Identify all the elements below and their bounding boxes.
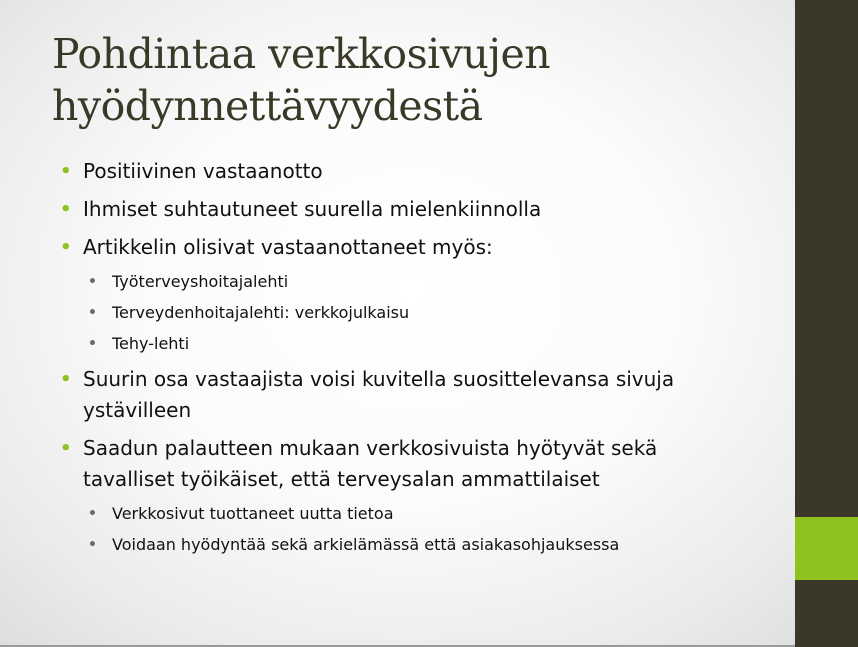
sub-bullet-dot: • xyxy=(88,305,97,321)
sub-bullet-dot: • xyxy=(88,537,97,553)
sub-bullet-dot: • xyxy=(88,336,97,352)
bullet-dot: • xyxy=(60,369,72,390)
bullet-text: Saadun palautteen mukaan verkkosivuista hyötyvät sekä tavalliset työikäiset, että terveysalan ammattilaiset xyxy=(83,436,658,491)
slide-title xyxy=(52,28,772,132)
sidebar-dark-block xyxy=(795,0,858,517)
sub-bullet-item xyxy=(0,332,732,356)
bullet-item xyxy=(0,232,713,263)
bullet-item xyxy=(0,433,713,495)
bullet-dot: • xyxy=(60,161,72,182)
sub-bullet-text: Voidaan hyödyntää sekä arkielämässä että asiakasohjauksessa xyxy=(112,535,620,554)
bullet-list xyxy=(0,156,795,564)
bullet-text: Suurin osa vastaajista voisi kuvitella suosittelevansa sivuja ystävilleen xyxy=(83,367,675,422)
sub-bullet-text: Tehy-lehti xyxy=(112,334,190,353)
bullet-item xyxy=(0,156,713,187)
title-line-1: Pohdintaa verkkosivujen xyxy=(52,30,551,78)
bullet-item xyxy=(0,364,713,426)
sidebar-dark-block-bottom xyxy=(795,580,858,647)
decorative-sidebar xyxy=(795,0,858,647)
bullet-text: Artikkelin olisivat vastaanottaneet myös: xyxy=(83,235,493,259)
bullet-dot: • xyxy=(60,199,72,220)
sub-bullet-text: Terveydenhoitajalehti: verkkojulkaisu xyxy=(112,303,410,322)
sub-bullet-text: Verkkosivut tuottaneet uutta tietoa xyxy=(112,504,394,523)
sidebar-accent-block xyxy=(795,517,858,580)
sub-bullet-dot: • xyxy=(88,506,97,522)
bullet-dot: • xyxy=(60,438,72,459)
sub-bullet-dot: • xyxy=(88,274,97,290)
sub-bullet-item xyxy=(0,533,732,557)
title-line-2: hyödynnettävyydestä xyxy=(52,82,483,130)
sub-bullet-text: Työterveyshoitajalehti xyxy=(112,272,289,291)
bullet-dot: • xyxy=(60,237,72,258)
sub-bullet-item xyxy=(0,270,732,294)
sub-bullet-item xyxy=(0,301,732,325)
bullet-item xyxy=(0,194,713,225)
bullet-text: Positiivinen vastaanotto xyxy=(83,159,323,183)
sub-bullet-item xyxy=(0,502,732,526)
bullet-text: Ihmiset suhtautuneet suurella mielenkiinnolla xyxy=(83,197,542,221)
